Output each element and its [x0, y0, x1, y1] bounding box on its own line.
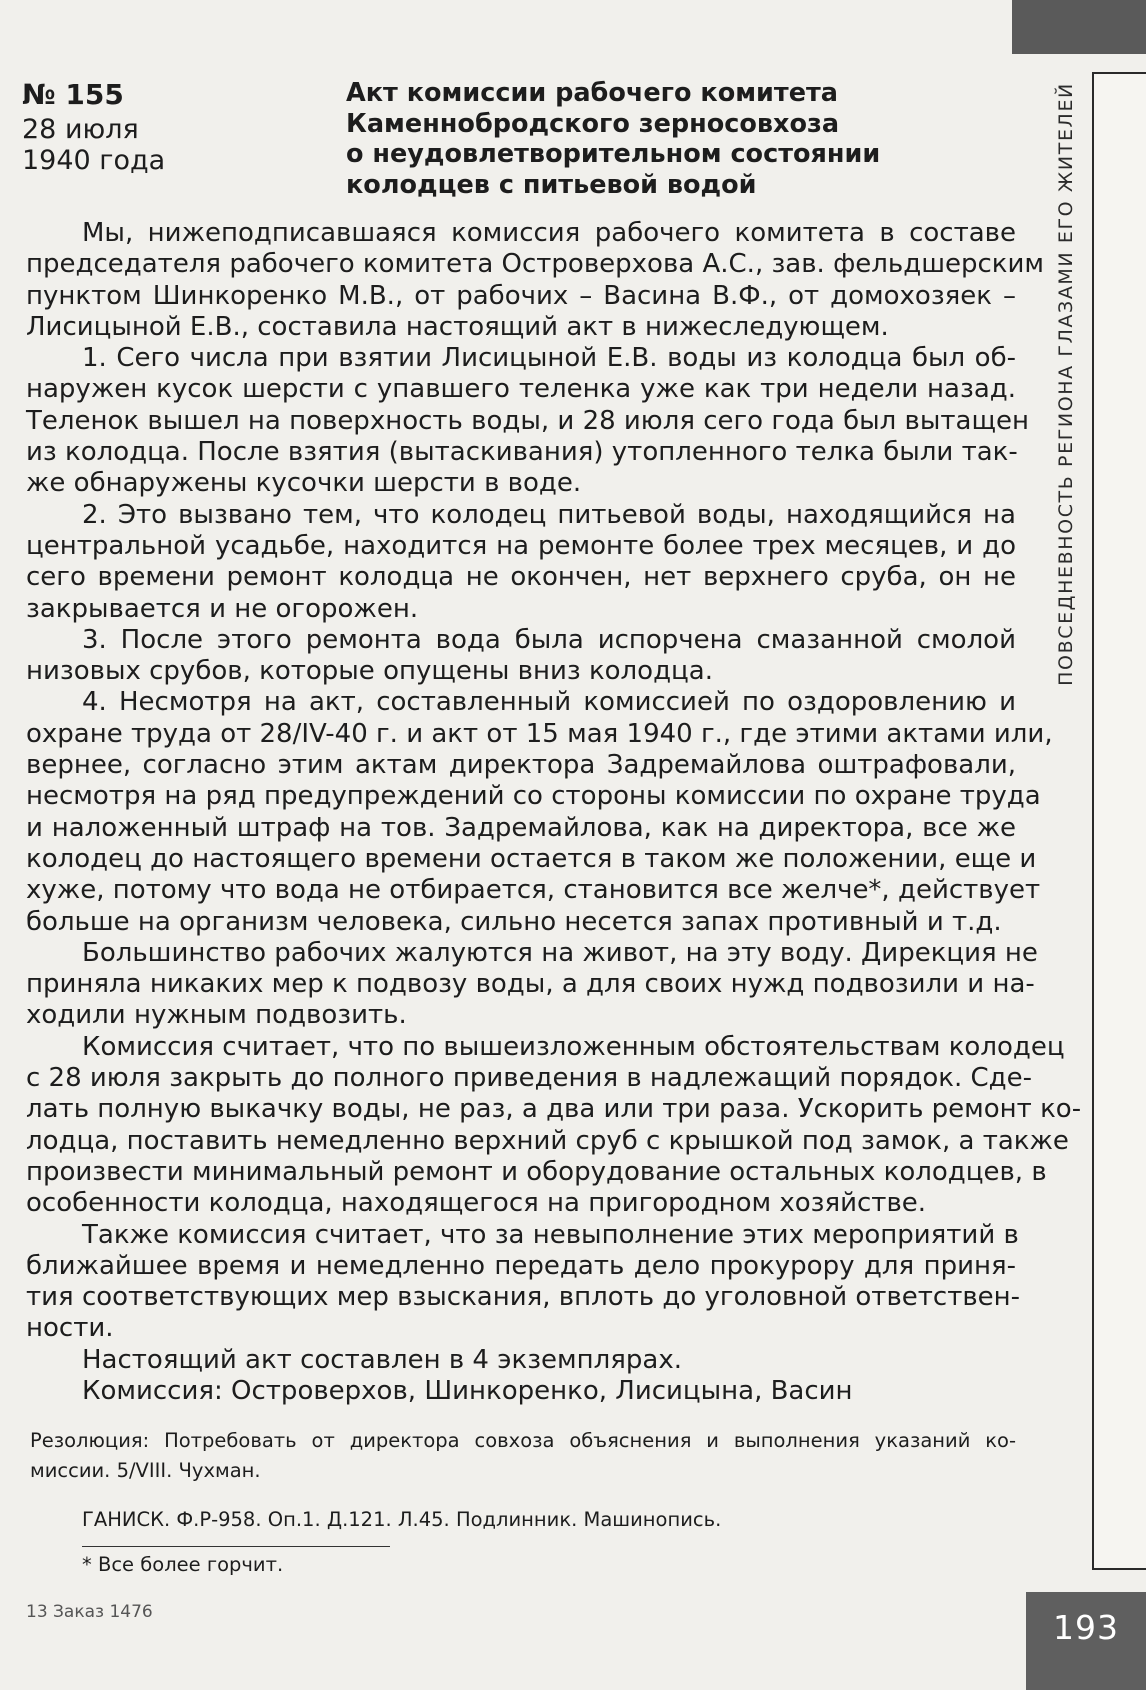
- body-line: Также комиссия считает, что за невыполнение этих мероприятий в: [82, 1219, 1019, 1250]
- body-line: хуже, потому что вода не отбирается, становится все желче*, действует: [26, 875, 1041, 906]
- footnote-divider: [82, 1546, 390, 1547]
- body-line: приняла никаких мер к подвозу воды, а для своих нужд подвозили и на-: [26, 969, 1035, 1000]
- running-header: [1042, 72, 1090, 696]
- body-line: из колодца. После взятия (вытаскивания) утопленного телка были так-: [26, 437, 1018, 468]
- body-line: вернее, согласно этим актам директора Задремайлова оштрафовали,: [26, 750, 1016, 781]
- resolution-line: Резолюция: Потребовать от директора совхоза объяснения и выполнения указаний ко-: [30, 1429, 1016, 1452]
- body-line: больше на организм человека, сильно несется запах противный и т.д.: [26, 906, 1002, 937]
- resolution: [30, 1426, 1016, 1486]
- body-line: с 28 июля закрыть до полного приведения в надлежащий порядок. Сде-: [26, 1063, 1033, 1094]
- page-number: 193: [1026, 1592, 1146, 1690]
- print-order-mark: 13 Заказ 1476: [26, 1602, 153, 1622]
- body-line: 1. Сего числа при взятии Лисицыной Е.В. воды из колодца был об-: [82, 343, 1016, 374]
- archive-source: ГАНИСК. Ф.Р-958. Оп.1. Д.121. Л.45. Подлинник. Машинопись.: [82, 1508, 722, 1531]
- body-line: закрывается и не огорожен.: [26, 593, 419, 624]
- footnote: * Все более горчит.: [82, 1553, 284, 1576]
- body-line: 2. Это вызвано тем, что колодец питьевой воды, находящийся на: [82, 499, 1016, 530]
- body-line: тия соответствующих мер взыскания, вплоть до уголовной ответствен-: [26, 1282, 1021, 1313]
- body-line: колодец до настоящего времени остается в таком же положении, еще и: [26, 843, 1037, 874]
- title-line: колодцев с питьевой водой: [346, 169, 757, 200]
- document-number: № 155: [22, 78, 124, 111]
- body-line: произвести минимальный ремонт и оборудование остальных колодцев, в: [26, 1156, 1047, 1187]
- running-header-text: ПОВСЕДНЕВНОСТЬ РЕГИОНА ГЛАЗАМИ ЕГО ЖИТЕЛЕЙ: [1055, 82, 1078, 686]
- body-line: Большинство рабочих жалуются на живот, на эту воду. Дирекция не: [82, 937, 1038, 968]
- body-line: ности.: [26, 1313, 114, 1344]
- body-line: низовых срубов, которые опущены вниз колодца.: [26, 656, 713, 687]
- side-frame: [1092, 72, 1146, 1570]
- body-line: пунктом Шинкоренко М.В., от рабочих – Васина В.Ф., от домохозяек –: [26, 280, 1016, 311]
- body-line: лодца, поставить немедленно верхний сруб с крышкой под замок, а также: [26, 1125, 1069, 1156]
- body-line: 4. Несмотря на акт, составленный комиссией по оздоровлению и: [82, 687, 1016, 718]
- document-title: [346, 78, 946, 200]
- body-line: Комиссия считает, что по вышеизложенным обстоятельствам колодец: [82, 1031, 1065, 1062]
- body-line: наружен кусок шерсти с упавшего теленка уже как три недели назад.: [26, 374, 1016, 405]
- date-year: 1940 года: [22, 145, 166, 176]
- resolution-line: миссии. 5/VIII. Чухман.: [30, 1459, 261, 1482]
- body-line: центральной усадьбе, находится на ремонте более трех месяцев, и до: [26, 530, 1016, 561]
- document-date: [22, 114, 222, 176]
- body-line: Настоящий акт составлен в 4 экземплярах.: [82, 1344, 682, 1375]
- body-line: ближайшее время и немедленно передать дело прокурору для приня-: [26, 1250, 1016, 1281]
- title-line: о неудовлетворительном состоянии: [346, 139, 881, 169]
- body-line: Лисицыной Е.В., составила настоящий акт в нижеследующем.: [26, 311, 889, 342]
- body-line: председателя рабочего комитета Островерхова А.С., зав. фельдшерским: [26, 249, 1045, 280]
- body-line: сего времени ремонт колодца не окончен, нет верхнего сруба, он не: [26, 562, 1016, 593]
- body-line: ходили нужным подвозить.: [26, 1000, 407, 1031]
- body-line: 3. После этого ремонта вода была испорчена смазанной смолой: [82, 624, 1016, 655]
- body-line: особенности колодца, находящегося на пригородном хозяйстве.: [26, 1188, 927, 1219]
- title-line: Каменнобродского зерносовхоза: [346, 108, 840, 139]
- signatures: Комиссия: Островерхов, Шинкоренко, Лисицына, Васин: [82, 1375, 853, 1406]
- body-line: несмотря на ряд предупреждений со стороны комиссии по охране труда: [26, 781, 1041, 812]
- body-line: Мы, нижеподписавшаяся комиссия рабочего комитета в составе: [82, 218, 1016, 248]
- body-line: охране труда от 28/IV-40 г. и акт от 15 мая 1940 г., где этими актами или,: [26, 718, 1053, 749]
- body-line: Теленок вышел на поверхность воды, и 28 июля сего года был вытащен: [26, 405, 1029, 436]
- date-day: 28 июля: [22, 114, 139, 145]
- top-edge-tab: [1012, 0, 1146, 54]
- body-line: лать полную выкачку воды, не раз, а два или три раза. Ускорить ремонт ко-: [26, 1094, 1082, 1125]
- body-line: же обнаружены кусочки шерсти в воде.: [26, 468, 582, 499]
- title-line: Акт комиссии рабочего комитета: [346, 78, 838, 108]
- body-line: и наложенный штраф на тов. Задремайлова, как на директора, все же: [26, 812, 1016, 843]
